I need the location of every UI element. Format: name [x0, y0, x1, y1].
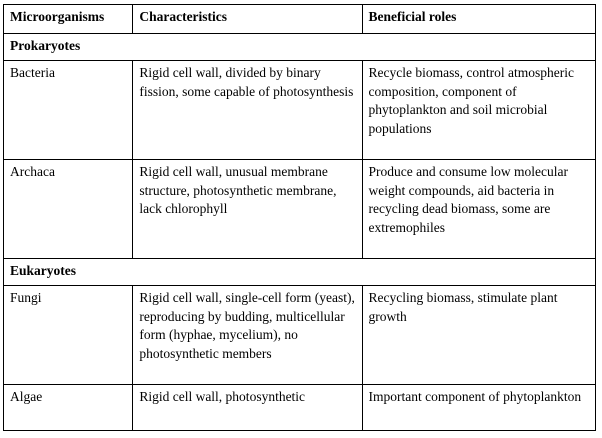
section-title-prokaryotes: Prokaryotes — [4, 34, 596, 61]
roles-cell: Important component of phytoplankton — [362, 385, 595, 431]
characteristics-cell: Rigid cell wall, divided by binary fission, some capable of photosynthesis — [133, 61, 362, 160]
table-row — [4, 286, 596, 385]
table-row — [4, 160, 596, 259]
microorganisms-table — [3, 4, 596, 431]
organism-cell: Fungi — [4, 286, 133, 385]
organism-cell: Archaca — [4, 160, 133, 259]
section-row-eukaryotes — [4, 259, 596, 286]
table-row — [4, 385, 596, 431]
organism-cell: Algae — [4, 385, 133, 431]
roles-cell: Recycle biomass, control atmospheric composition, component of phytoplankton and soil microbial populations — [362, 61, 595, 160]
characteristics-cell: Rigid cell wall, photosynthetic — [133, 385, 362, 431]
characteristics-cell: Rigid cell wall, unusual membrane structure, photosynthetic membrane, lack chlorophyll — [133, 160, 362, 259]
roles-cell: Produce and consume low molecular weight compounds, aid bacteria in recycling dead biomass, some are extremophiles — [362, 160, 595, 259]
characteristics-cell: Rigid cell wall, single-cell form (yeast), reproducing by budding, multicellular form (hyphae, mycelium), no photosynthetic members — [133, 286, 362, 385]
header-microorganisms: Microorganisms — [4, 5, 133, 34]
roles-cell: Recycling biomass, stimulate plant growth — [362, 286, 595, 385]
table-header-row — [4, 5, 596, 34]
header-characteristics: Characteristics — [133, 5, 362, 34]
section-row-prokaryotes — [4, 34, 596, 61]
header-beneficial-roles: Beneficial roles — [362, 5, 595, 34]
organism-cell: Bacteria — [4, 61, 133, 160]
table-row — [4, 61, 596, 160]
section-title-eukaryotes: Eukaryotes — [4, 259, 596, 286]
